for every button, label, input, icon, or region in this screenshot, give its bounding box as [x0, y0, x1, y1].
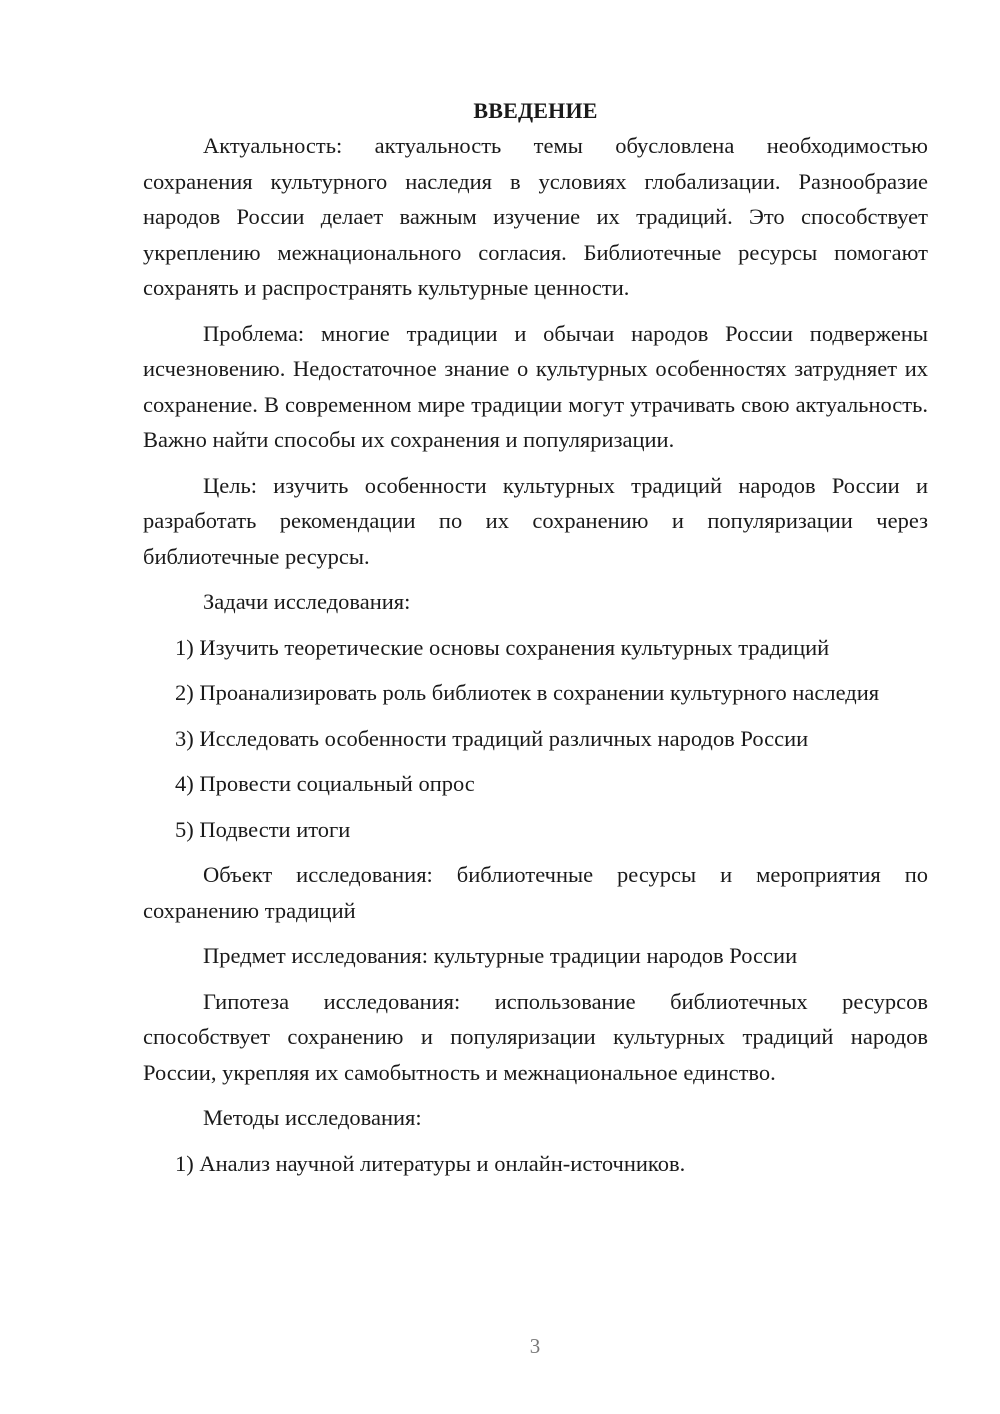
paragraph-problem: Проблема: многие традиции и обычаи народов России подвержены исчезновению. Недостаточное знание о культурных особенностях затрудняет их сохранение. В современном мире традиции могут утрачивать свою актуальность. Важно найти способы их сохранения и популяризации.	[143, 320, 928, 452]
task-item-1: 1) Изучить теоретические основы сохранения культурных традиций	[175, 634, 830, 660]
paragraph-relevance: Актуальность: актуальность темы обусловлена необходимостью сохранения культурного наследия в условиях глобализации. Разнообразие народов России делает важным изучение их традиций. Это способствует укреплению межнационального согласия. Библиотечные ресурсы помогают сохранять и распространять культурные ценности.	[143, 133, 928, 300]
method-item-1: 1) Анализ научной литературы и онлайн-источников.	[175, 1150, 686, 1176]
task-item-4: 4) Провести социальный опрос	[175, 771, 475, 796]
section-title: ВВЕДЕНИЕ	[473, 98, 598, 123]
paragraph-goal: Цель: изучить особенности культурных традиций народов России и разработать рекомендации по их сохранению и популяризации через библиотечные ресурсы.	[143, 472, 928, 569]
paragraph-object: Объект исследования: библиотечные ресурсы и мероприятия по сохранению традиций	[143, 862, 928, 923]
task-item-5: 5) Подвести итоги	[175, 816, 351, 842]
document-page	[143, 94, 928, 1181]
task-item-2: 2) Проанализировать роль библиотек в сохранении культурного наследия	[175, 680, 880, 705]
paragraph-hypothesis: Гипотеза исследования: использование библиотечных ресурсов способствует сохранению и популяризации культурных традиций народов России, укрепляя их самобытность и межнациональное единство.	[143, 988, 928, 1085]
paragraph-subject: Предмет исследования: культурные традиции народов России	[203, 943, 798, 968]
tasks-heading: Задачи исследования:	[203, 589, 411, 614]
task-item-3: 3) Исследовать особенности традиций различных народов России	[175, 725, 809, 751]
methods-heading: Методы исследования:	[203, 1105, 422, 1130]
page-number: 3	[529, 1334, 541, 1358]
